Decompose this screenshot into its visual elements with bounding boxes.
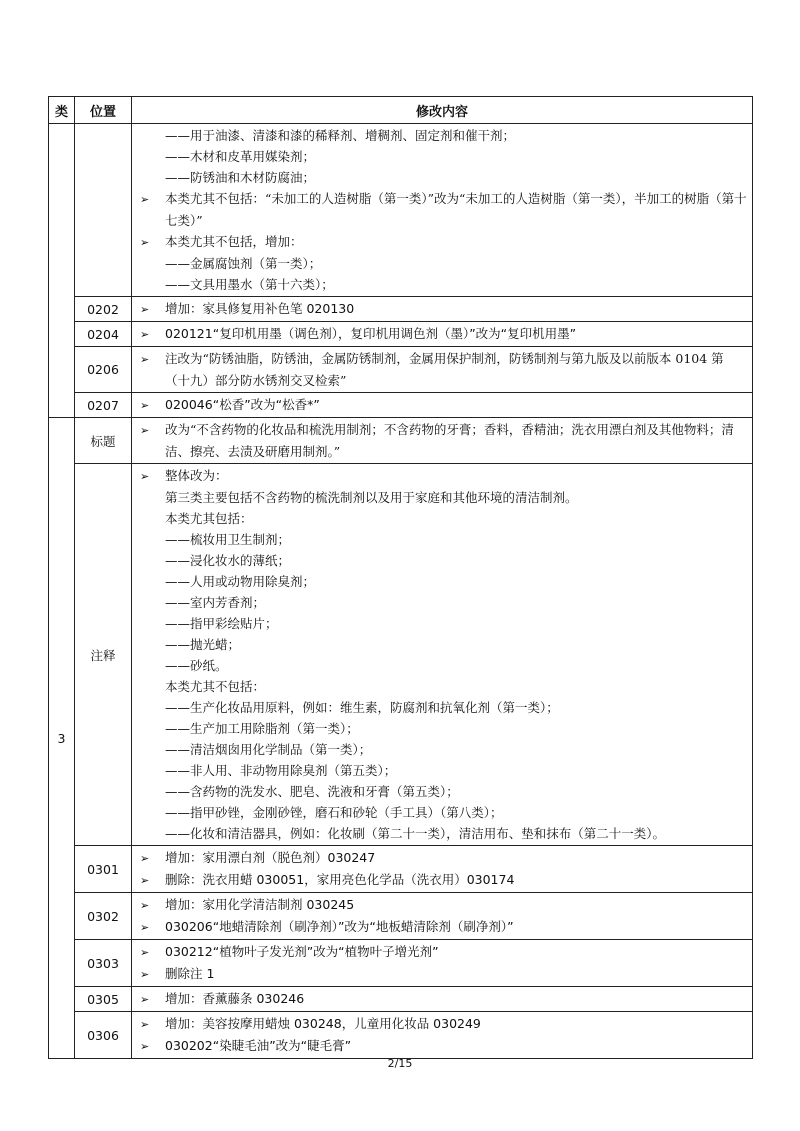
arrowhead-bullet-icon: ➢ xyxy=(140,1040,150,1053)
line-text: 020121“复印机用墨（调色剂），复印机用调色剂（墨）”改为“复印机用墨” xyxy=(165,326,577,341)
table-row xyxy=(49,297,753,322)
content-cell xyxy=(132,1012,753,1059)
content-cell xyxy=(132,347,753,393)
class-cell xyxy=(49,124,75,418)
text-line xyxy=(140,146,748,167)
line-text: ——浸化妆水的薄纸； xyxy=(165,553,291,568)
table-row xyxy=(49,124,753,297)
bullet-item xyxy=(140,869,748,891)
line-text: 030202“染睫毛油”改为“睫毛膏” xyxy=(165,1038,352,1053)
line-text: ——非人用、非动物用除臭剂（第五类）； xyxy=(165,763,397,778)
line-text: ——木材和皮革用媒染剂； xyxy=(165,149,316,164)
line-text: ——清洁烟囱用化学制品（第一类）； xyxy=(165,742,372,757)
table-row xyxy=(49,393,753,418)
revision-table xyxy=(48,96,753,1059)
content-cell xyxy=(132,297,753,322)
line-text: ——梳妆用卫生制剂； xyxy=(165,532,291,547)
position-cell: 0204 xyxy=(75,322,132,347)
arrowhead-bullet-icon: ➢ xyxy=(140,993,150,1006)
text-line xyxy=(140,739,748,760)
table-row xyxy=(49,347,753,393)
header-class: 类 xyxy=(49,97,75,124)
position-cell: 注释 xyxy=(75,464,132,846)
arrowhead-bullet-icon: ➢ xyxy=(140,921,150,934)
bullet-item xyxy=(140,1035,748,1057)
line-text: 本类尤其不包括：“未加工的人造树脂（第一类）”改为“未加工的人造树脂（第一类），半加工的树脂（第十七类）” xyxy=(165,191,747,228)
line-text: 030206“地蜡清除剂（刷净剂）”改为“地板蜡清除剂（刷净剂）” xyxy=(165,919,514,934)
content-cell xyxy=(132,987,753,1012)
table-row xyxy=(49,322,753,347)
content-cell xyxy=(132,322,753,347)
arrowhead-bullet-icon: ➢ xyxy=(140,852,150,865)
header-position: 位置 xyxy=(75,97,132,124)
line-text: ——指甲彩绘贴片； xyxy=(165,616,278,631)
line-text: ——生产化妆品用原料，例如：维生素，防腐剂和抗氧化剂（第一类）； xyxy=(165,700,559,715)
content-cell xyxy=(132,393,753,418)
position-cell: 0301 xyxy=(75,846,132,893)
table-row xyxy=(49,464,753,846)
line-text: 第三类主要包括不含药物的梳洗制剂以及用于家庭和其他环境的清洁制剂。 xyxy=(165,490,578,505)
text-line xyxy=(140,529,748,550)
arrowhead-bullet-icon: ➢ xyxy=(140,899,150,912)
text-line xyxy=(140,550,748,571)
text-line xyxy=(140,676,748,697)
arrowhead-bullet-icon: ➢ xyxy=(140,303,150,316)
text-line xyxy=(140,697,748,718)
line-text: 增加：美容按摩用蜡烛 030248，儿童用化妆品 030249 xyxy=(165,1016,481,1031)
bullet-item xyxy=(140,963,748,985)
line-text: 增加：香薰藤条 030246 xyxy=(165,991,305,1006)
arrowhead-bullet-icon: ➢ xyxy=(140,470,150,483)
text-line xyxy=(140,253,748,274)
table-row xyxy=(49,893,753,940)
bullet-item xyxy=(140,988,748,1010)
line-text: 整体改为： xyxy=(165,468,228,483)
bullet-item xyxy=(140,916,748,938)
line-text: 删除注 1 xyxy=(165,966,215,981)
bullet-item xyxy=(140,298,748,320)
arrowhead-bullet-icon: ➢ xyxy=(140,353,150,366)
table-row xyxy=(49,418,753,464)
bullet-item xyxy=(140,323,748,345)
line-text: ——防锈油和木材防腐油； xyxy=(165,170,316,185)
line-text: ——文具用墨水（第十六类）； xyxy=(165,277,334,292)
arrowhead-bullet-icon: ➢ xyxy=(140,968,150,981)
position-cell: 0206 xyxy=(75,347,132,393)
content-cell xyxy=(132,124,753,297)
bullet-item xyxy=(140,348,748,391)
position-cell: 0305 xyxy=(75,987,132,1012)
position-cell: 0306 xyxy=(75,1012,132,1059)
line-text: ——指甲砂锉，金刚砂锉，磨石和砂轮（手工具）（第八类）； xyxy=(165,805,503,820)
content-cell xyxy=(132,464,753,846)
text-line xyxy=(140,167,748,188)
text-line xyxy=(140,613,748,634)
bullet-item xyxy=(140,847,748,869)
text-line xyxy=(140,487,748,508)
text-line xyxy=(140,125,748,146)
arrowhead-bullet-icon: ➢ xyxy=(140,424,150,437)
content-cell xyxy=(132,940,753,987)
bullet-item xyxy=(140,231,748,253)
table-header-row xyxy=(49,97,753,124)
line-text: 本类尤其包括： xyxy=(165,511,253,526)
table-row xyxy=(49,846,753,893)
text-line xyxy=(140,760,748,781)
text-line xyxy=(140,592,748,613)
text-line xyxy=(140,718,748,739)
bullet-item xyxy=(140,941,748,963)
bullet-item xyxy=(140,1013,748,1035)
position-cell: 0207 xyxy=(75,393,132,418)
line-text: 本类尤其不包括： xyxy=(165,679,266,694)
text-line xyxy=(140,508,748,529)
line-text: 增加：家用漂白剂（脱色剂）030247 xyxy=(165,850,376,865)
line-text: ——砂纸。 xyxy=(165,658,228,673)
text-line xyxy=(140,655,748,676)
text-line xyxy=(140,802,748,823)
table-row xyxy=(49,1012,753,1059)
text-line xyxy=(140,274,748,295)
line-text: ——室内芳香剂； xyxy=(165,595,266,610)
line-text: 改为“不含药物的化妆品和梳洗用制剂；不含药物的牙膏；香料，香精油；洗衣用漂白剂及其他物料；清洁、擦亮、去渍及研磨用制剂。” xyxy=(165,422,734,459)
line-text: ——生产加工用除脂剂（第一类）； xyxy=(165,721,359,736)
arrowhead-bullet-icon: ➢ xyxy=(140,1018,150,1031)
page-number: 2/15 xyxy=(387,1057,413,1070)
text-line xyxy=(140,781,748,802)
table-body xyxy=(49,124,753,1059)
text-line xyxy=(140,823,748,844)
header-content: 修改内容 xyxy=(132,97,753,124)
line-text: 030212“植物叶子发光剂”改为“植物叶子增光剂” xyxy=(165,944,439,959)
arrowhead-bullet-icon: ➢ xyxy=(140,874,150,887)
position-cell: 标题 xyxy=(75,418,132,464)
class-cell: 3 xyxy=(49,418,75,1059)
table-row xyxy=(49,940,753,987)
arrowhead-bullet-icon: ➢ xyxy=(140,236,150,249)
text-line xyxy=(140,634,748,655)
line-text: ——人用或动物用除臭剂； xyxy=(165,574,316,589)
bullet-item xyxy=(140,465,748,487)
line-text: 020046“松香”改为“松香*” xyxy=(165,397,320,412)
line-text: ——用于油漆、清漆和漆的稀释剂、增稠剂、固定剂和催干剂； xyxy=(165,128,516,143)
table-row xyxy=(49,987,753,1012)
line-text: 增加：家具修复用补色笔 020130 xyxy=(165,301,355,316)
arrowhead-bullet-icon: ➢ xyxy=(140,399,150,412)
content-cell xyxy=(132,418,753,464)
content-cell xyxy=(132,893,753,940)
line-text: 本类尤其不包括，增加： xyxy=(165,234,303,249)
bullet-item xyxy=(140,394,748,416)
position-cell xyxy=(75,124,132,297)
line-text: ——抛光蜡； xyxy=(165,637,241,652)
text-line xyxy=(140,571,748,592)
line-text: 注改为“防锈油脂，防锈油，金属防锈制剂，金属用保护制剂，防锈制剂与第九版及以前版本 0104 第（十九）部分防水锈剂交叉检索” xyxy=(165,351,724,388)
line-text: ——金属腐蚀剂（第一类）； xyxy=(165,256,322,271)
position-cell: 0202 xyxy=(75,297,132,322)
line-text: ——含药物的洗发水、肥皂、洗液和牙膏（第五类）； xyxy=(165,784,459,799)
position-cell: 0303 xyxy=(75,940,132,987)
arrowhead-bullet-icon: ➢ xyxy=(140,946,150,959)
line-text: 删除：洗衣用蜡 030051，家用亮色化学品（洗衣用）030174 xyxy=(165,872,515,887)
line-text: ——化妆和清洁器具，例如：化妆刷（第二十一类），清洁用布、垫和抹布（第二十一类）。 xyxy=(165,826,666,841)
position-cell: 0302 xyxy=(75,893,132,940)
content-cell xyxy=(132,846,753,893)
line-text: 增加：家用化学清洁制剂 030245 xyxy=(165,897,355,912)
bullet-item xyxy=(140,894,748,916)
bullet-item xyxy=(140,419,748,462)
arrowhead-bullet-icon: ➢ xyxy=(140,193,150,206)
bullet-item xyxy=(140,188,748,231)
arrowhead-bullet-icon: ➢ xyxy=(140,328,150,341)
